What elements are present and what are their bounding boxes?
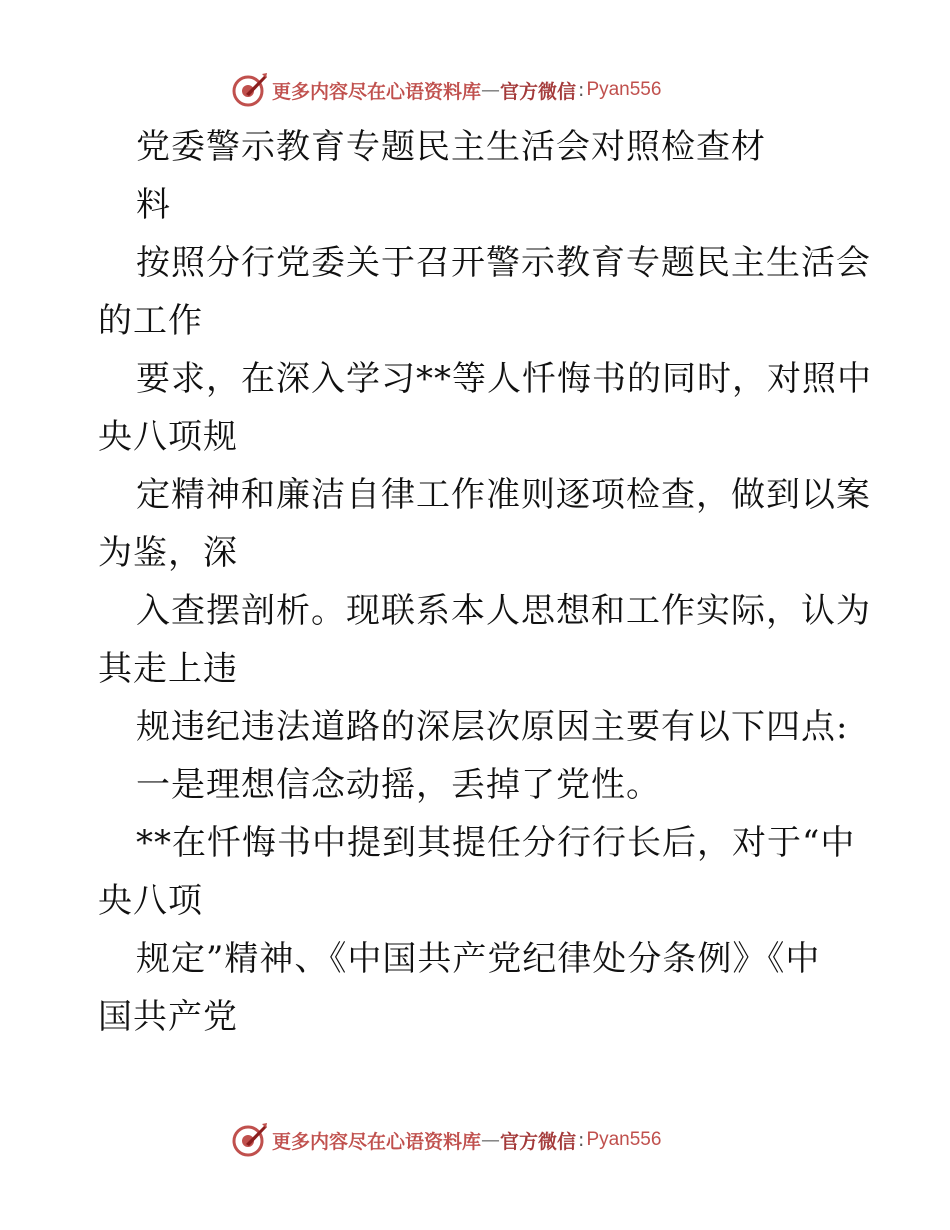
paragraph-line: 入查摆剖析。现联系本人思想和工作实际，认为 xyxy=(136,591,871,631)
paragraph-line: 国共产党 xyxy=(98,997,238,1037)
quill-logo-icon xyxy=(232,72,268,108)
header-separator: : xyxy=(578,79,585,101)
paragraph-line: 的工作 xyxy=(98,301,203,341)
paragraph-line: 其走上违 xyxy=(98,649,238,689)
footer-brand-text: 更多内容尽在心语资料库 xyxy=(272,1130,482,1153)
paragraph-line: 要求，在深入学习**等人忏悔书的同时，对照中 xyxy=(136,359,872,399)
header-wechat-label: 官方微信 xyxy=(500,80,577,103)
paragraph-line: 为鉴，深 xyxy=(98,533,238,573)
footer-wechat-label: 官方微信 xyxy=(500,1130,577,1153)
document-title-line: 党委警示教育专题民主生活会对照检查材 xyxy=(136,127,766,167)
quill-logo-icon xyxy=(232,1122,268,1158)
footer-dash: — xyxy=(481,1129,501,1151)
paragraph-line: 定精神和廉洁自律工作准则逐项检查，做到以案 xyxy=(136,475,871,515)
paragraph-line: **在忏悔书中提到其提任分行行长后，对于“中 xyxy=(136,823,856,863)
header-dash: — xyxy=(481,79,501,101)
footer-wechat-handle: Pyan556 xyxy=(586,1129,662,1150)
paragraph-line: 规定”精神、《中国共产党纪律处分条例》《中 xyxy=(136,939,821,979)
header-brand-text: 更多内容尽在心语资料库 xyxy=(272,80,482,103)
header-wechat-handle: Pyan556 xyxy=(586,79,662,100)
paragraph-line: 央八项 xyxy=(98,881,203,921)
document-body xyxy=(98,118,872,1046)
paragraph-line: 央八项规 xyxy=(98,417,238,457)
document-title-line: 料 xyxy=(136,185,171,225)
section-heading-line: 一是理想信念动摇，丢掉了党性。 xyxy=(136,765,661,805)
header-watermark xyxy=(232,70,732,110)
paragraph-line: 规违纪违法道路的深层次原因主要有以下四点: xyxy=(136,707,849,747)
footer-separator: : xyxy=(578,1129,585,1151)
footer-watermark xyxy=(232,1120,732,1160)
paragraph-line: 按照分行党委关于召开警示教育专题民主生活会 xyxy=(136,243,871,283)
